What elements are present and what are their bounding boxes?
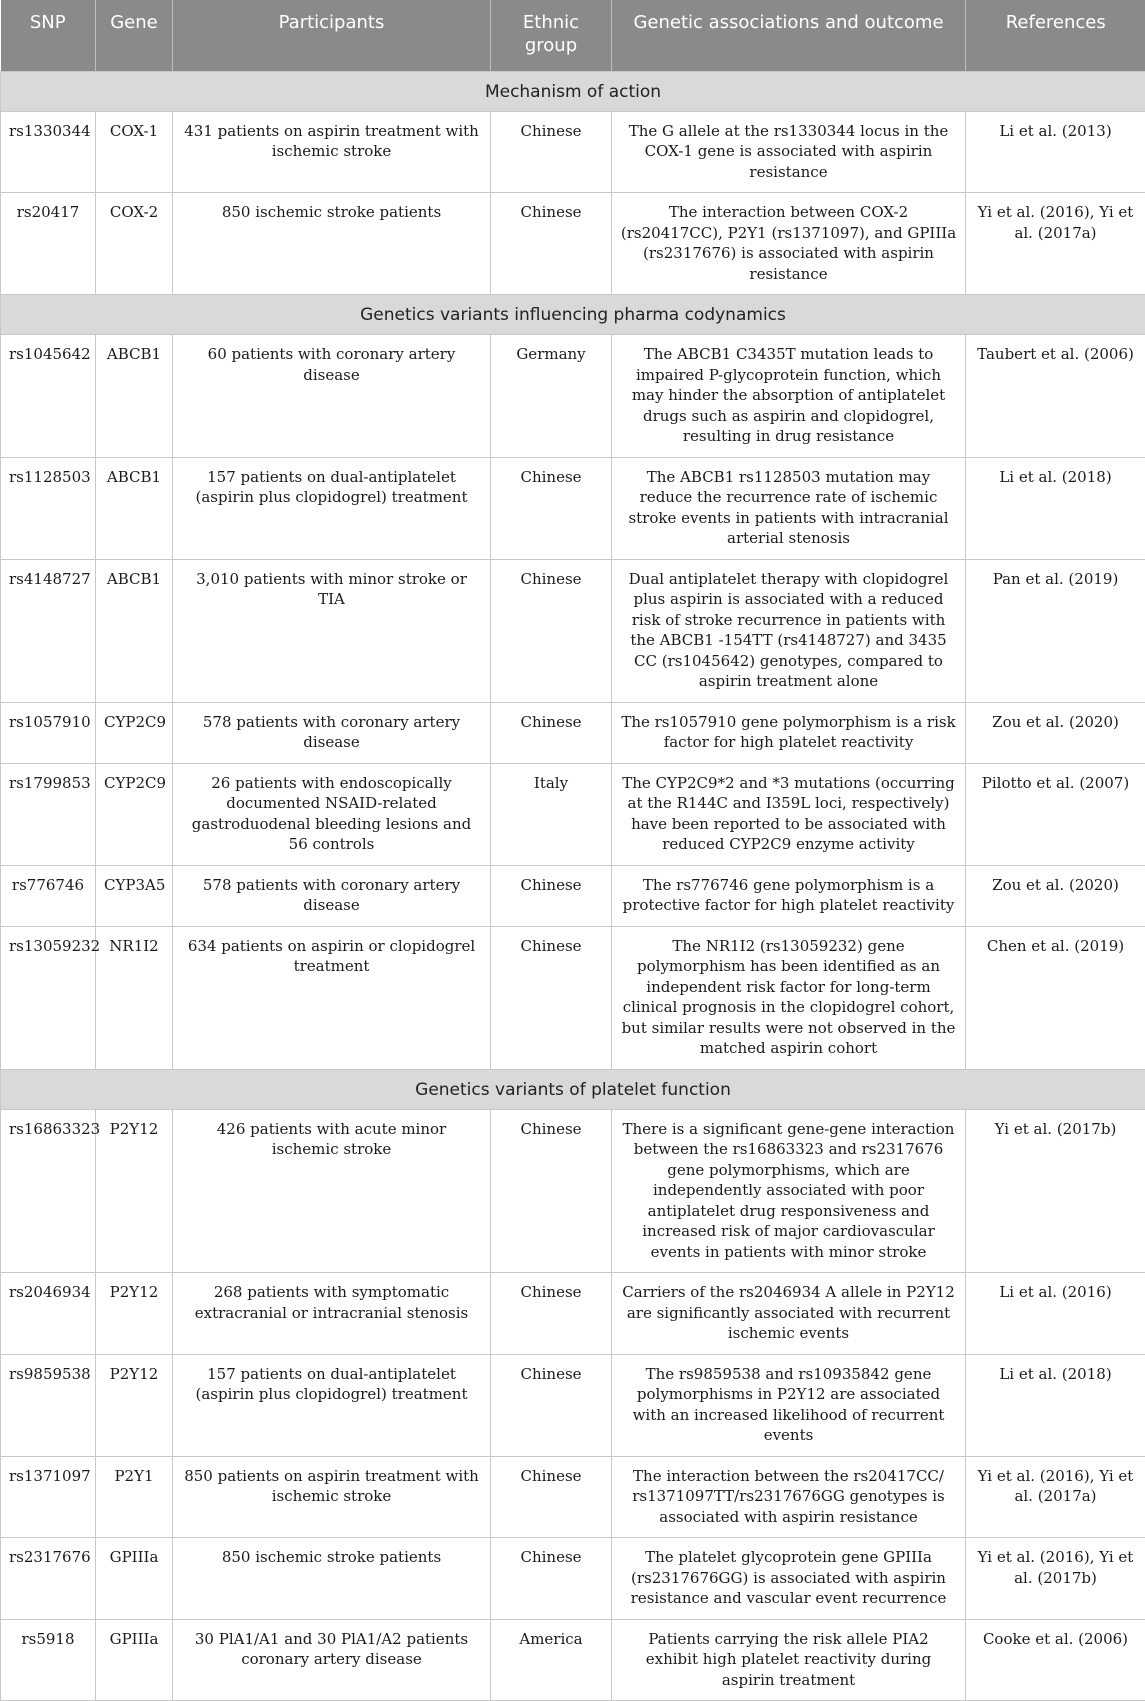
section-row: [1, 1069, 1145, 1109]
association-cell: The platelet glycoprotein gene GPIIIa (rs2317676GG) is associated with aspirin resistance and vascular event recurrence: [612, 1538, 966, 1620]
table-row: [1, 559, 1145, 702]
participants-cell: 426 patients with acute minor ischemic stroke: [173, 1109, 491, 1273]
participants-cell: 157 patients on dual-antiplatelet (aspirin plus clopidogrel) treatment: [173, 457, 491, 559]
participants-cell: 578 patients with coronary artery disease: [173, 702, 491, 763]
gene-cell: ABCB1: [96, 335, 173, 458]
association-cell: The interaction between the rs20417CC/ rs1371097TT/rs2317676GG genotypes is associated with aspirin resistance: [612, 1456, 966, 1538]
snp-cell: rs1128503: [1, 457, 96, 559]
association-cell: The CYP2C9*2 and *3 mutations (occurring at the R144C and I359L loci, respectively) have been reported to be associated with reduced CYP2C9 enzyme activity: [612, 763, 966, 865]
section-row: [1, 295, 1145, 335]
ethnic-group-cell: Chinese: [491, 1538, 612, 1620]
snp-cell: rs13059232: [1, 926, 96, 1069]
table-body: [1, 71, 1145, 1701]
association-cell: The rs1057910 gene polymorphism is a risk factor for high platelet reactivity: [612, 702, 966, 763]
gene-cell: COX-1: [96, 111, 173, 193]
ethnic-group-cell: America: [491, 1619, 612, 1701]
section-row: [1, 71, 1145, 111]
ethnic-group-cell: Chinese: [491, 1109, 612, 1273]
gene-cell: P2Y12: [96, 1109, 173, 1273]
association-cell: The G allele at the rs1330344 locus in the COX-1 gene is associated with aspirin resistance: [612, 111, 966, 193]
association-cell: The ABCB1 rs1128503 mutation may reduce the recurrence rate of ischemic stroke events in patients with intracranial arterial stenosis: [612, 457, 966, 559]
snp-cell: rs5918: [1, 1619, 96, 1701]
ethnic-group-cell: Chinese: [491, 926, 612, 1069]
participants-cell: 578 patients with coronary artery disease: [173, 865, 491, 926]
association-cell: The ABCB1 C3435T mutation leads to impaired P-glycoprotein function, which may hinder the absorption of antiplatelet drugs such as aspirin and clopidogrel, resulting in drug resistance: [612, 335, 966, 458]
reference-cell: Li et al. (2018): [966, 1354, 1145, 1456]
association-cell: Patients carrying the risk allele PIA2 exhibit high platelet reactivity during aspirin treatment: [612, 1619, 966, 1701]
snp-cell: rs1371097: [1, 1456, 96, 1538]
ethnic-group-cell: Chinese: [491, 457, 612, 559]
association-cell: There is a significant gene-gene interaction between the rs16863323 and rs2317676 gene polymorphisms, which are independently associated with poor antiplatelet drug responsiveness and increased risk of major cardiovascular events in patients with minor stroke: [612, 1109, 966, 1273]
table-row: [1, 193, 1145, 295]
reference-cell: Li et al. (2016): [966, 1273, 1145, 1355]
table-row: [1, 865, 1145, 926]
table-row: [1, 111, 1145, 193]
snp-cell: rs1330344: [1, 111, 96, 193]
ethnic-group-cell: Chinese: [491, 1354, 612, 1456]
reference-cell: Chen et al. (2019): [966, 926, 1145, 1069]
ethnic-group-cell: Chinese: [491, 702, 612, 763]
association-cell: Dual antiplatelet therapy with clopidogrel plus aspirin is associated with a reduced risk of stroke recurrence in patients with the ABCB1 -154TT (rs4148727) and 3435 CC (rs1045642) genotypes, compared to aspirin treatment alone: [612, 559, 966, 702]
ethnic-group-cell: Germany: [491, 335, 612, 458]
header-gene: Gene: [96, 0, 173, 71]
header-row: [1, 0, 1145, 71]
participants-cell: 3,010 patients with minor stroke or TIA: [173, 559, 491, 702]
reference-cell: Zou et al. (2020): [966, 702, 1145, 763]
snp-cell: rs776746: [1, 865, 96, 926]
table-row: [1, 457, 1145, 559]
table-row: [1, 926, 1145, 1069]
section-title: Genetics variants influencing pharma codynamics: [1, 295, 1145, 335]
header-genetic-associations: Genetic associations and outcome: [612, 0, 966, 71]
snp-cell: rs20417: [1, 193, 96, 295]
table-row: [1, 702, 1145, 763]
table-row: [1, 1109, 1145, 1273]
snp-cell: rs2317676: [1, 1538, 96, 1620]
reference-cell: Yi et al. (2016), Yi et al. (2017a): [966, 193, 1145, 295]
header-ethnic-group: Ethnic group: [491, 0, 612, 71]
participants-cell: 30 PlA1/A1 and 30 PlA1/A2 patients coronary artery disease: [173, 1619, 491, 1701]
association-cell: The NR1I2 (rs13059232) gene polymorphism has been identified as an independent risk factor for long-term clinical prognosis in the clopidogrel cohort, but similar results were not observed in the matched aspirin cohort: [612, 926, 966, 1069]
header-snp: SNP: [1, 0, 96, 71]
reference-cell: Pan et al. (2019): [966, 559, 1145, 702]
table-row: [1, 1619, 1145, 1701]
participants-cell: 26 patients with endoscopically documented NSAID-related gastroduodenal bleeding lesions and 56 controls: [173, 763, 491, 865]
gene-cell: GPIIIa: [96, 1619, 173, 1701]
table-row: [1, 1354, 1145, 1456]
snp-cell: rs1045642: [1, 335, 96, 458]
association-cell: Carriers of the rs2046934 A allele in P2Y12 are significantly associated with recurrent ischemic events: [612, 1273, 966, 1355]
header-participants: Participants: [173, 0, 491, 71]
association-cell: The rs9859538 and rs10935842 gene polymorphisms in P2Y12 are associated with an increased likelihood of recurrent events: [612, 1354, 966, 1456]
reference-cell: Yi et al. (2017b): [966, 1109, 1145, 1273]
section-title: Mechanism of action: [1, 71, 1145, 111]
header-references: References: [966, 0, 1145, 71]
table-row: [1, 335, 1145, 458]
snp-cell: rs2046934: [1, 1273, 96, 1355]
snp-cell: rs16863323: [1, 1109, 96, 1273]
ethnic-group-cell: Chinese: [491, 865, 612, 926]
snp-cell: rs1057910: [1, 702, 96, 763]
table-row: [1, 1538, 1145, 1620]
reference-cell: Pilotto et al. (2007): [966, 763, 1145, 865]
reference-cell: Taubert et al. (2006): [966, 335, 1145, 458]
gene-cell: CYP2C9: [96, 702, 173, 763]
reference-cell: Cooke et al. (2006): [966, 1619, 1145, 1701]
ethnic-group-cell: Italy: [491, 763, 612, 865]
participants-cell: 157 patients on dual-antiplatelet (aspirin plus clopidogrel) treatment: [173, 1354, 491, 1456]
table-row: [1, 1273, 1145, 1355]
ethnic-group-cell: Chinese: [491, 111, 612, 193]
participants-cell: 431 patients on aspirin treatment with ischemic stroke: [173, 111, 491, 193]
participants-cell: 634 patients on aspirin or clopidogrel treatment: [173, 926, 491, 1069]
reference-cell: Li et al. (2013): [966, 111, 1145, 193]
reference-cell: Yi et al. (2016), Yi et al. (2017b): [966, 1538, 1145, 1620]
participants-cell: 850 ischemic stroke patients: [173, 1538, 491, 1620]
ethnic-group-cell: Chinese: [491, 193, 612, 295]
participants-cell: 268 patients with symptomatic extracranial or intracranial stenosis: [173, 1273, 491, 1355]
participants-cell: 850 patients on aspirin treatment with ischemic stroke: [173, 1456, 491, 1538]
snp-cell: rs9859538: [1, 1354, 96, 1456]
association-cell: The interaction between COX-2 (rs20417CC), P2Y1 (rs1371097), and GPIIIa (rs2317676) is associated with aspirin resistance: [612, 193, 966, 295]
gene-cell: CYP3A5: [96, 865, 173, 926]
association-cell: The rs776746 gene polymorphism is a protective factor for high platelet reactivity: [612, 865, 966, 926]
ethnic-group-cell: Chinese: [491, 1456, 612, 1538]
gene-cell: ABCB1: [96, 559, 173, 702]
gene-cell: P2Y1: [96, 1456, 173, 1538]
snp-cell: rs4148727: [1, 559, 96, 702]
participants-cell: 850 ischemic stroke patients: [173, 193, 491, 295]
ethnic-group-cell: Chinese: [491, 1273, 612, 1355]
reference-cell: Zou et al. (2020): [966, 865, 1145, 926]
gene-cell: COX-2: [96, 193, 173, 295]
table-row: [1, 763, 1145, 865]
snp-cell: rs1799853: [1, 763, 96, 865]
reference-cell: Yi et al. (2016), Yi et al. (2017a): [966, 1456, 1145, 1538]
gene-cell: ABCB1: [96, 457, 173, 559]
reference-cell: Li et al. (2018): [966, 457, 1145, 559]
gene-cell: CYP2C9: [96, 763, 173, 865]
section-title: Genetics variants of platelet function: [1, 1069, 1145, 1109]
ethnic-group-cell: Chinese: [491, 559, 612, 702]
gene-cell: NR1I2: [96, 926, 173, 1069]
table-header: [1, 0, 1145, 71]
participants-cell: 60 patients with coronary artery disease: [173, 335, 491, 458]
gene-cell: GPIIIa: [96, 1538, 173, 1620]
gene-cell: P2Y12: [96, 1273, 173, 1355]
gene-cell: P2Y12: [96, 1354, 173, 1456]
